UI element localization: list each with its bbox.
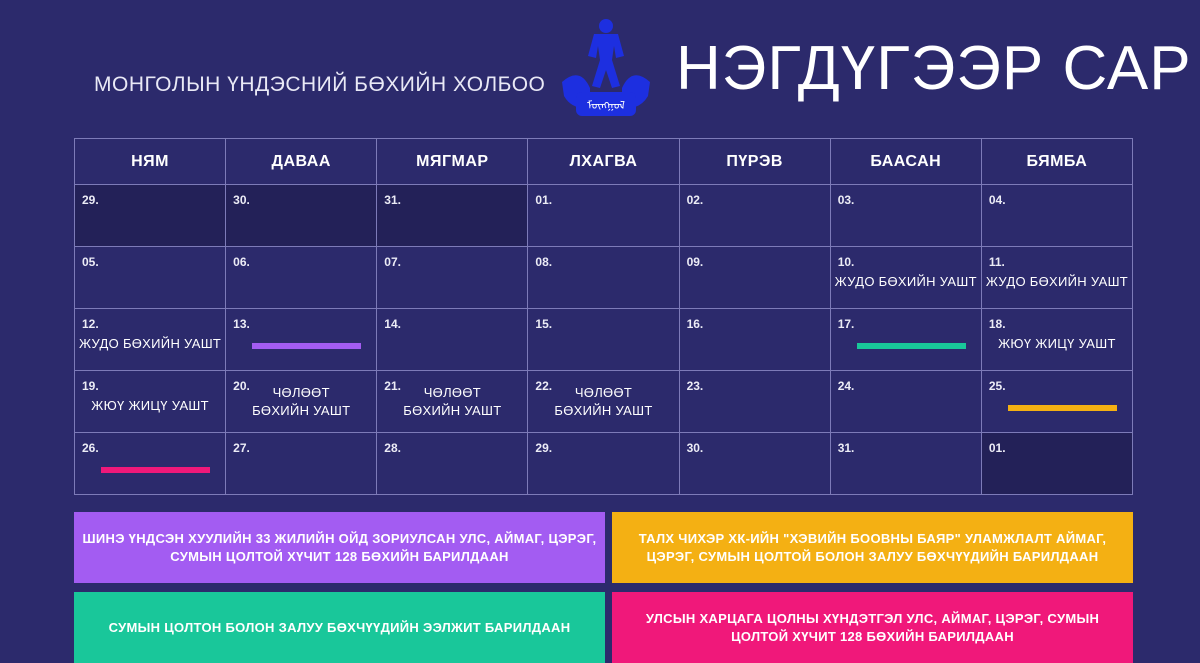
calendar-day-cell [679,433,830,495]
calendar-day-cell [377,433,528,495]
legend-yellow-event: ТАЛХ ЧИХЭР ХК-ИЙН "ХЭВИЙН БООВНЫ БАЯР" УЛАМЖЛАЛТ АЙМАГ, ЦЭРЭГ, СУМЫН ЦОЛТОЙ БОЛОН ЗАЛУУ БӨХЧҮҮДИЙН БАРИЛДААН [612,512,1133,583]
legend-green-event: СУМЫН ЦОЛТОН БОЛОН ЗАЛУУ БӨХЧҮҮДИЙН ЭЭЛЖИТ БАРИЛДААН [74,592,605,663]
day-number: 23. [686,379,704,393]
day-number: 01. [535,193,553,207]
calendar-day-cell [226,371,377,433]
day-event-label: ЧӨЛӨӨТ БӨХИЙН УАШТ [252,385,351,418]
calendar-day-cell [830,309,981,371]
day-event-label: ЖУДО БӨХИЙН УАШТ [985,274,1129,289]
day-number: 02. [686,193,704,207]
day-number: 16. [686,317,704,331]
calendar-week-row [75,371,1133,433]
day-number: 17. [837,317,855,331]
weekday-header: БААСАН [830,139,981,185]
calendar-day-cell [528,433,679,495]
day-number: 15. [535,317,553,331]
calendar-week-row [75,433,1133,495]
day-number: 31. [837,441,855,455]
weekday-header: ПҮРЭВ [679,139,830,185]
day-event-label: ЧӨЛӨӨТ БӨХИЙН УАШТ [403,385,502,418]
day-number: 14. [384,317,401,331]
calendar-day-cell [528,309,679,371]
weekday-header: БЯМБА [981,139,1132,185]
weekday-header: НЯМ [75,139,226,185]
day-number: 21. [384,379,401,393]
day-number: 29. [82,193,99,207]
day-number: 18. [988,317,1006,331]
calendar-day-cell [528,185,679,247]
day-event-label: ЧӨЛӨӨТ БӨХИЙН УАШТ [554,385,653,418]
calendar-day-cell [679,309,830,371]
day-number: 29. [535,441,553,455]
day-event-label: ЖЮҮ ЖИЦҮ УАШТ [91,398,209,413]
calendar-grid [74,138,1133,495]
calendar-day-cell [830,185,981,247]
weekday-header: МЯГМАР [377,139,528,185]
day-number: 30. [686,441,704,455]
calendar-day-cell [75,247,226,309]
day-event-label: ЖЮҮ ЖИЦҮ УАШТ [998,336,1116,351]
event-color-bar [1008,405,1117,411]
calendar-day-cell [75,433,226,495]
month-title: НЭГДҮГЭЭР САР [676,34,1192,103]
calendar-day-cell [377,309,528,371]
day-number: 27. [233,441,250,455]
calendar-day-cell [226,433,377,495]
calendar-day-cell [377,185,528,247]
day-number: 06. [233,255,250,269]
day-number: 09. [686,255,704,269]
calendar-day-cell [981,185,1132,247]
calendar-day-cell [528,371,679,433]
day-number: 10. [837,255,855,269]
calendar-day-cell [830,433,981,495]
calendar-day-cell [75,371,226,433]
calendar-day-cell [226,185,377,247]
calendar-day-cell [679,185,830,247]
day-number: 22. [535,379,553,393]
day-number: 07. [384,255,401,269]
day-number: 08. [535,255,553,269]
day-number: 01. [988,441,1006,455]
weekday-header-row [75,139,1133,185]
calendar-day-cell [981,371,1132,433]
calendar-day-cell [226,247,377,309]
day-number: 11. [988,255,1005,269]
day-number: 03. [837,193,855,207]
event-color-bar [252,343,361,349]
legend-purple-event: ШИНЭ ҮНДСЭН ХУУЛИЙН 33 ЖИЛИЙН ОЙД ЗОРИУЛСАН УЛС, АЙМАГ, ЦЭРЭГ, СУМЫН ЦОЛТОЙ ХҮЧИТ 128 БӨХИЙН БАРИЛДААН [74,512,605,583]
day-event-label: ЖУДО БӨХИЙН УАШТ [78,336,222,351]
event-color-bar [857,343,966,349]
calendar-week-row [75,247,1133,309]
calendar-week-row [75,185,1133,247]
wrestling-federation-logo [560,16,652,126]
calendar-day-cell [75,185,226,247]
day-number: 05. [82,255,99,269]
calendar-day-cell [981,433,1132,495]
day-number: 30. [233,193,250,207]
day-number: 20. [233,379,250,393]
calendar-day-cell [75,309,226,371]
day-number: 12. [82,317,99,331]
weekday-header: ЛХАГВА [528,139,679,185]
calendar-day-cell [226,309,377,371]
calendar-day-cell [679,247,830,309]
day-number: 24. [837,379,855,393]
day-number: 13. [233,317,250,331]
day-number: 25. [988,379,1006,393]
day-number: 26. [82,441,99,455]
calendar-day-cell [377,247,528,309]
day-event-label: ЖУДО БӨХИЙН УАШТ [834,274,977,289]
organization-name: МОНГОЛЫН ҮНДЭСНИЙ БӨХИЙН ХОЛБОО [94,73,546,96]
wrestler-figure [588,19,624,88]
event-color-bar [101,467,210,473]
logo-script: ᠮᠥᠩᠭᠣᠯ [586,99,626,112]
weekday-header: ДАВАА [226,139,377,185]
day-number: 28. [384,441,401,455]
day-number: 04. [988,193,1006,207]
day-number: 31. [384,193,401,207]
calendar-day-cell [528,247,679,309]
calendar-day-cell [830,371,981,433]
calendar-day-cell [981,247,1132,309]
calendar-day-cell [830,247,981,309]
calendar-day-cell [981,309,1132,371]
legend-pink-event: УЛСЫН ХАРЦАГА ЦОЛНЫ ХҮНДЭТГЭЛ УЛС, АЙМАГ, ЦЭРЭГ, СУМЫН ЦОЛТОЙ ХҮЧИТ 128 БӨХИЙН БАРИЛДААН [612,592,1133,663]
calendar-day-cell [679,371,830,433]
day-number: 19. [82,379,99,393]
calendar-day-cell [377,371,528,433]
calendar-week-row [75,309,1133,371]
